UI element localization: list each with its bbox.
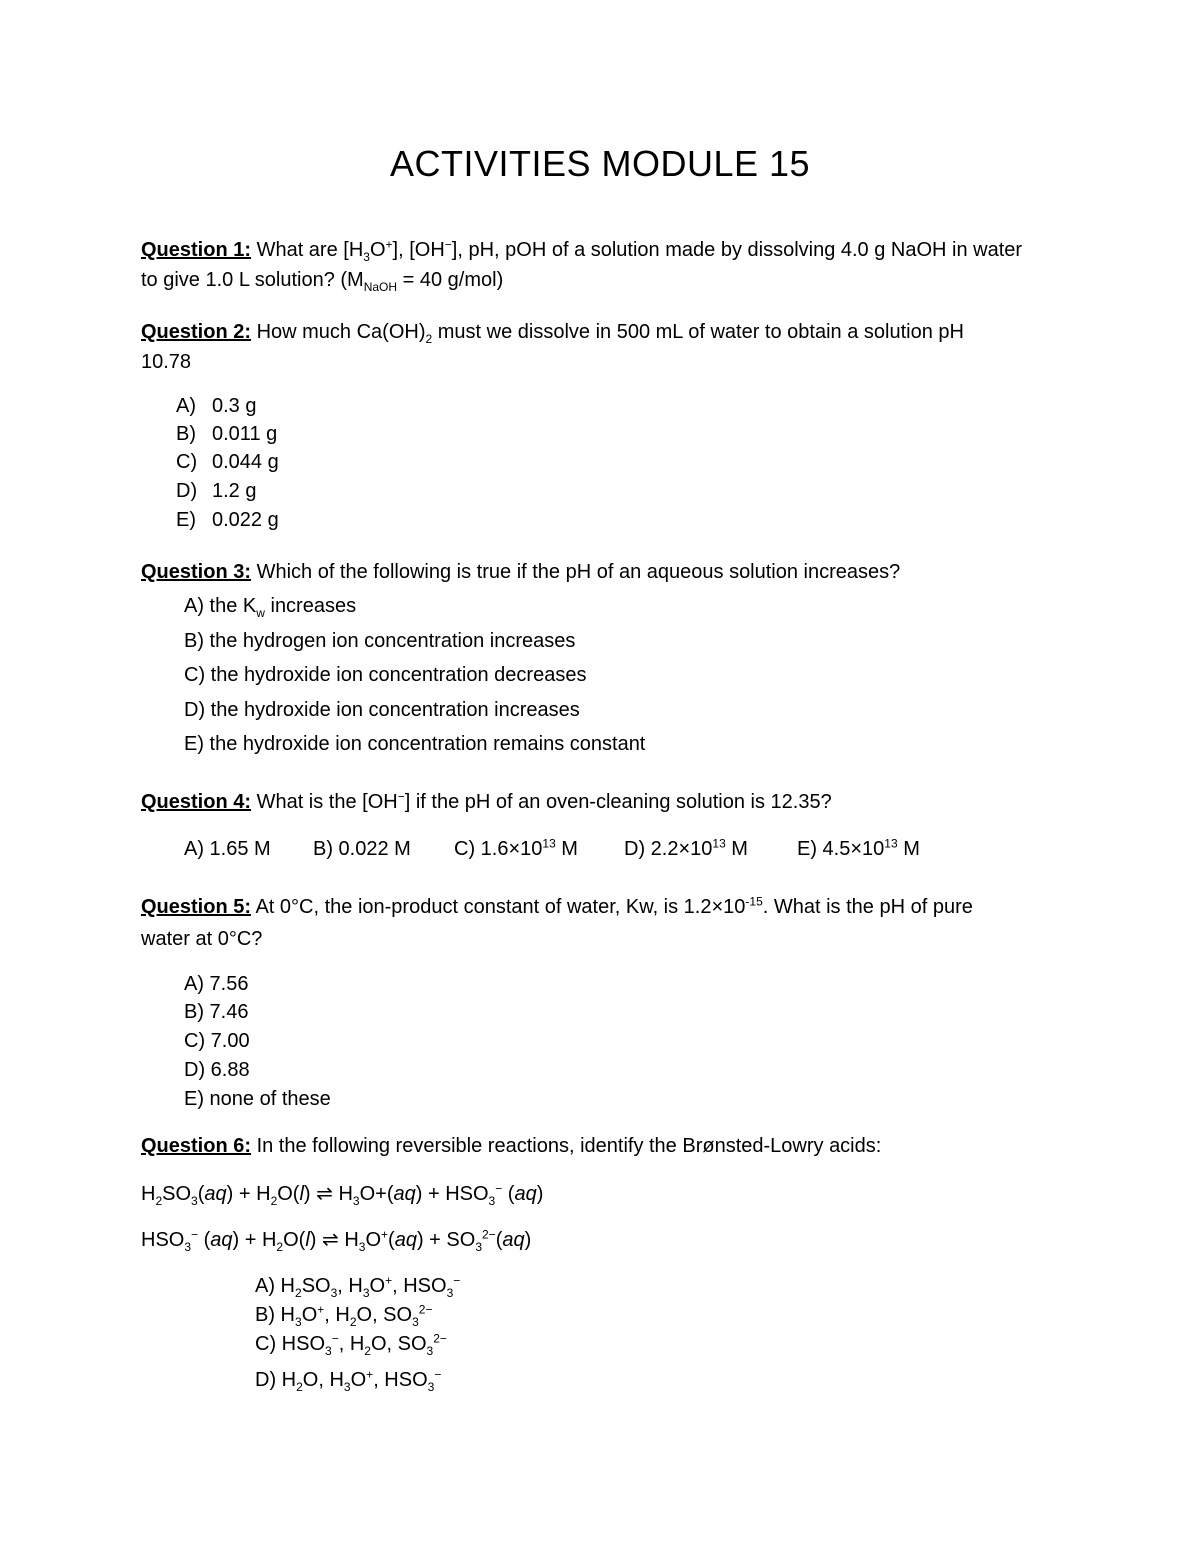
option-text: O, H: [302, 1369, 344, 1391]
option-text: O: [350, 1369, 367, 1391]
option-sub: 3: [446, 1286, 454, 1300]
option-text: O: [369, 1275, 386, 1297]
eq-italic: aq: [210, 1229, 233, 1251]
eq-italic: l: [299, 1183, 304, 1205]
question-4-label: Question 4:: [141, 791, 252, 813]
option-sup: 2−: [418, 1302, 433, 1317]
eq-italic: aq: [393, 1183, 416, 1205]
q3-option-d: D) the hydroxide ion concentration increases: [184, 699, 580, 721]
option-sup: +: [366, 1367, 374, 1382]
eq-sub: 3: [358, 1240, 366, 1254]
eq-sup: +: [381, 1227, 389, 1242]
question-2-label: Question 2:: [141, 321, 252, 343]
option-text: 1.2 g: [212, 480, 257, 502]
question-2-line-1: [141, 318, 964, 346]
option-text: C) 1.6×10: [454, 838, 543, 860]
option-sub: 3: [362, 1286, 370, 1300]
option-sub: 2: [349, 1315, 357, 1329]
question-4-line: [141, 788, 832, 816]
eq-text: ) + H: [226, 1183, 271, 1205]
option-text: 0.011 g: [212, 423, 278, 445]
q6-text: In the following reversible reactions, identify the Brønsted-Lowry acids:: [251, 1135, 882, 1157]
q5-text: . What is the pH of pure: [762, 896, 973, 918]
q6-option-d: [255, 1366, 441, 1394]
eq-text: ) ⇌ H: [303, 1183, 353, 1205]
eq-sub: 3: [488, 1194, 496, 1208]
q1-text: What are [H: [251, 239, 364, 261]
option-text: A) H: [255, 1275, 295, 1297]
eq-text: SO: [162, 1183, 192, 1205]
q1-text: ], pH, pOH of a solution made by dissolving 4.0 g NaOH in water: [451, 239, 1023, 261]
q4-text: What is the [OH: [251, 791, 398, 813]
eq-sub: 3: [184, 1240, 192, 1254]
q2-option-a: [176, 392, 256, 420]
eq-italic: l: [305, 1229, 310, 1251]
option-letter: E): [176, 509, 196, 531]
option-sup: 2−: [433, 1331, 447, 1346]
q5-option-d: D) 6.88: [184, 1059, 250, 1081]
q3-option-a: [184, 592, 356, 620]
q6-option-a: [255, 1272, 460, 1300]
q5-option-c: C) 7.00: [184, 1030, 250, 1052]
q6-option-b: [255, 1301, 432, 1329]
question-2-line-2: 10.78: [141, 351, 192, 373]
eq-text: HSO: [141, 1229, 185, 1251]
q4-option-c: [454, 835, 578, 863]
eq-sub: 3: [191, 1194, 198, 1208]
eq-text: O: [365, 1229, 382, 1251]
q3-option-b: B) the hydrogen ion concentration increases: [184, 630, 576, 652]
q3-text: Which of the following is true if the pH of an aqueous solution increases?: [251, 561, 901, 583]
q5-option-a: A) 7.56: [184, 973, 249, 995]
q5-option-b: B) 7.46: [184, 1001, 249, 1023]
q4-text: ] if the pH of an oven-cleaning solution is 12.35?: [404, 791, 832, 813]
option-sub: 3: [295, 1315, 302, 1329]
q4-option-d: [624, 835, 748, 863]
option-letter: C): [176, 451, 198, 473]
option-text: 0.022 g: [212, 509, 279, 531]
option-text: D) H: [255, 1369, 297, 1391]
q3-option-c: C) the hydroxide ion concentration decreases: [184, 664, 587, 686]
option-text: O, SO: [370, 1333, 427, 1355]
eq-text: (: [198, 1229, 211, 1251]
eq-italic: aq: [514, 1183, 537, 1205]
q5-option-e: E) none of these: [184, 1088, 331, 1110]
eq-text: ) + HSO: [415, 1183, 489, 1205]
question-6-line: [141, 1132, 881, 1160]
q4-option-e: [797, 835, 920, 863]
q2-option-c: [176, 448, 279, 476]
question-1-line-1: [141, 236, 1022, 264]
eq-sub: 3: [475, 1240, 482, 1254]
option-sup: +: [317, 1302, 325, 1317]
q1-sub: 3: [363, 250, 370, 264]
q4-sup: −: [397, 789, 405, 804]
option-sup: −: [434, 1367, 442, 1382]
q4-option-b: B) 0.022 M: [313, 838, 411, 860]
option-text: M: [725, 838, 748, 860]
eq-sub: 2: [155, 1194, 163, 1208]
eq-text: (: [388, 1229, 395, 1251]
option-text: SO: [301, 1275, 331, 1297]
eq-text: O(: [283, 1229, 306, 1251]
option-text: O: [301, 1304, 318, 1326]
q2-text: How much Ca(OH): [251, 321, 426, 343]
eq-text: (: [495, 1229, 503, 1251]
question-6-label: Question 6:: [141, 1135, 252, 1157]
option-sub: 3: [412, 1315, 419, 1329]
option-text: E) 4.5×10: [797, 838, 885, 860]
q1-text: ], [OH: [392, 239, 445, 261]
q4-option-a: A) 1.65 M: [184, 838, 271, 860]
page-title: ACTIVITIES MODULE 15: [389, 143, 811, 184]
eq-sub: 2: [276, 1240, 284, 1254]
q5-text: At 0°C, the ion-product constant of water, Kw, is 1.2×10: [251, 896, 746, 918]
option-text: , H: [338, 1333, 365, 1355]
option-sub: 3: [330, 1286, 338, 1300]
eq-sup: 2−: [482, 1227, 496, 1242]
option-letter: B): [176, 423, 196, 445]
q1-sup: −: [444, 237, 452, 252]
q2-option-e: [176, 506, 279, 534]
eq-text: (: [197, 1183, 205, 1205]
q5-sup: -15: [745, 894, 763, 909]
reaction-2: [141, 1226, 531, 1254]
option-sup: 13: [884, 836, 898, 851]
q1-text: O: [369, 239, 386, 261]
eq-text: ) + H: [232, 1229, 277, 1251]
eq-text: O(: [277, 1183, 300, 1205]
option-sup: −: [331, 1331, 339, 1346]
reaction-1: [141, 1180, 543, 1208]
option-sup: 13: [712, 836, 726, 851]
question-3-label: Question 3:: [141, 561, 252, 583]
eq-text: (: [502, 1183, 515, 1205]
option-text: 0.3 g: [212, 395, 257, 417]
option-sup: 13: [542, 836, 556, 851]
question-1-line-2: [141, 266, 503, 294]
q3-option-e: E) the hydroxide ion concentration remains constant: [184, 733, 646, 755]
q2-sub: 2: [425, 332, 433, 346]
option-text: increases: [264, 595, 357, 617]
q1-sub: NaOH: [363, 280, 398, 294]
q1-text: to give 1.0 L solution? (M: [141, 269, 364, 291]
question-5-line-2: water at 0°C?: [141, 928, 263, 950]
option-text: , HSO: [392, 1275, 447, 1297]
eq-text: ) + SO: [416, 1229, 476, 1251]
option-text: A) the K: [184, 595, 257, 617]
eq-sup: −: [495, 1181, 503, 1196]
option-text: O, SO: [356, 1304, 413, 1326]
question-5-line-1: [141, 893, 973, 921]
eq-italic: aq: [394, 1229, 417, 1251]
q2-text: must we dissolve in 500 mL of water to obtain a solution pH: [432, 321, 964, 343]
eq-sub: 2: [270, 1194, 278, 1208]
option-sub: 2: [364, 1344, 371, 1358]
option-sub: 3: [343, 1380, 351, 1394]
option-sup: −: [453, 1273, 461, 1288]
option-sub: 2: [295, 1286, 302, 1300]
option-letter: A): [176, 395, 196, 417]
option-text: M: [897, 838, 920, 860]
option-text: M: [555, 838, 578, 860]
eq-sup: −: [191, 1227, 199, 1242]
option-sub: 3: [325, 1344, 332, 1358]
eq-text: ): [536, 1183, 544, 1205]
eq-text: O+(: [359, 1183, 394, 1205]
option-sub: 3: [427, 1380, 435, 1394]
q1-text: = 40 g/mol): [397, 269, 504, 291]
option-text: D) 2.2×10: [624, 838, 713, 860]
eq-sub: 3: [352, 1194, 360, 1208]
eq-italic: aq: [204, 1183, 227, 1205]
question-3-line: [141, 558, 900, 586]
option-text: , H: [337, 1275, 363, 1297]
option-text: 0.044 g: [212, 451, 279, 473]
option-text: B) H: [255, 1304, 295, 1326]
eq-italic: aq: [502, 1229, 525, 1251]
eq-text: ): [524, 1229, 532, 1251]
option-sub: w: [256, 606, 265, 620]
option-letter: D): [176, 480, 198, 502]
option-text: C) HSO: [255, 1333, 325, 1355]
option-sub: 2: [296, 1380, 303, 1394]
q2-option-d: [176, 477, 256, 505]
option-sub: 3: [426, 1344, 434, 1358]
option-text: , HSO: [373, 1369, 428, 1391]
q6-option-c: [255, 1330, 447, 1358]
question-1-label: Question 1:: [141, 239, 252, 261]
question-5-label: Question 5:: [141, 896, 252, 918]
option-text: , H: [324, 1304, 350, 1326]
q2-option-b: [176, 420, 277, 448]
q1-sup: +: [385, 237, 393, 252]
eq-text: H: [141, 1183, 156, 1205]
option-sup: +: [385, 1273, 393, 1288]
eq-text: ) ⇌ H: [309, 1229, 359, 1251]
